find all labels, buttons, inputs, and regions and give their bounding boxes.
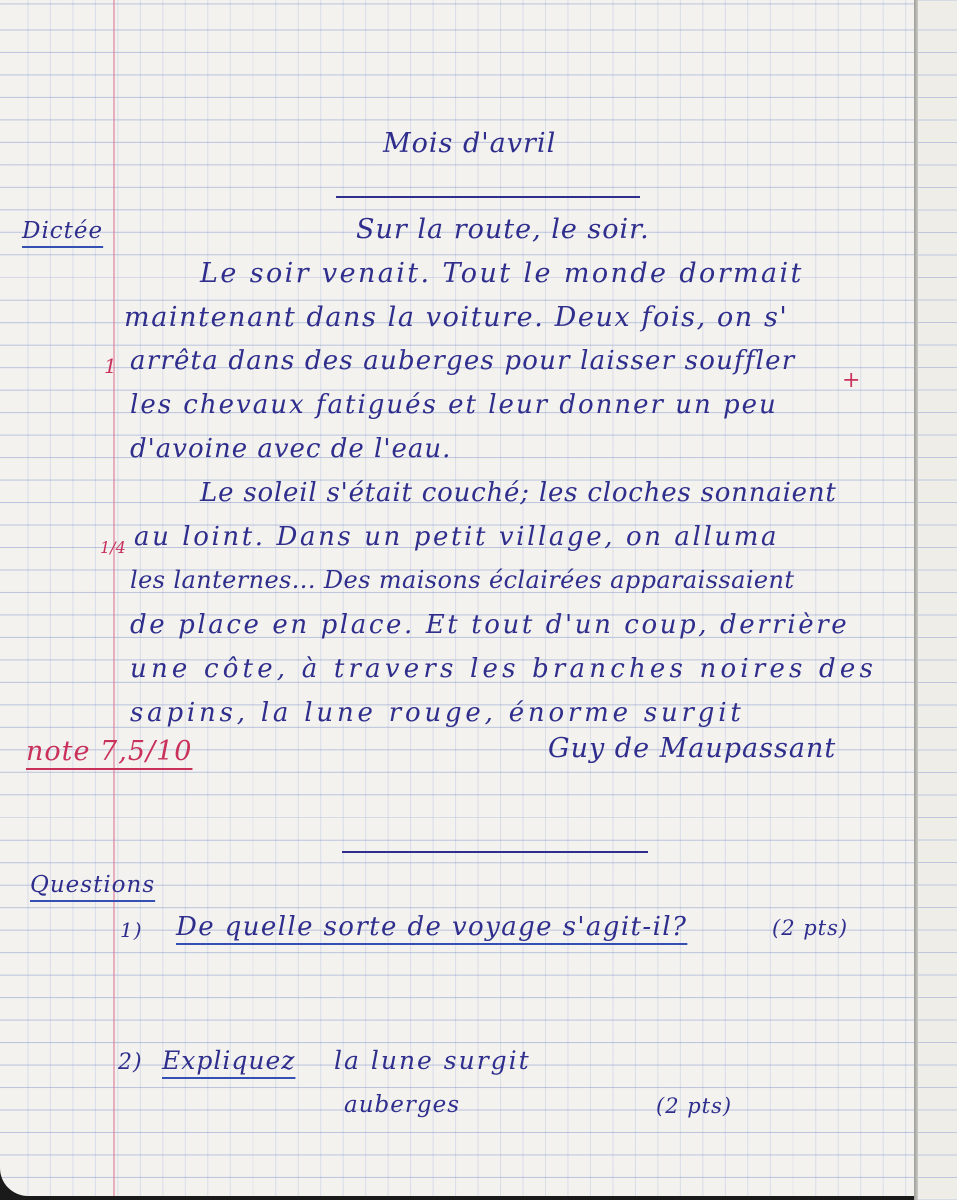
question-text: De quelle sorte de voyage s'agit-il?: [176, 912, 688, 942]
dictation-line: d'avoine avec de l'eau.: [130, 434, 452, 464]
margin-mark: 1/4: [100, 538, 126, 557]
correction-mark: +: [842, 368, 862, 393]
question-term: auberges: [344, 1092, 460, 1118]
page-title: Mois d'avril: [383, 128, 557, 159]
dictation-subtitle: Sur la route, le soir.: [356, 214, 650, 245]
question-term: la lune surgit: [334, 1046, 531, 1075]
dictation-line: les chevaux fatigués et leur donner un peu: [130, 390, 778, 420]
question-points: (2 pts): [656, 1094, 733, 1118]
dictation-line: les lanternes... Des maisons éclairées apparaissaient: [130, 566, 795, 594]
grade: note 7,5/10: [26, 736, 193, 767]
dictation-line: arrêta dans des auberges pour laisser souffler: [130, 346, 796, 376]
dictee-label: Dictée: [22, 218, 104, 244]
question-label: Expliquez: [162, 1046, 296, 1075]
margin-line: [113, 0, 115, 1196]
adjacent-page-edge: [918, 0, 957, 1200]
dictation-line: sapins, la lune rouge, énorme surgit: [130, 698, 745, 728]
dictation-line: de place en place. Et tout d'un coup, derrière: [130, 610, 850, 640]
dictation-line: maintenant dans la voiture. Deux fois, on s': [124, 302, 789, 333]
dictation-line: une côte, à travers les branches noires des: [130, 654, 878, 684]
author: Guy de Maupassant: [548, 733, 837, 764]
question-points: (2 pts): [772, 916, 849, 940]
question-number: 1): [120, 918, 143, 942]
question-number: 2): [118, 1050, 143, 1075]
dictation-line: Le soir venait. Tout le monde dormait: [200, 258, 804, 289]
dictation-line: Le soleil s'était couché; les cloches sonnaient: [200, 478, 837, 508]
questions-label: Questions: [30, 872, 156, 898]
section-divider: [342, 851, 648, 853]
title-divider: [336, 196, 640, 198]
margin-mark: 1: [104, 354, 118, 378]
dictation-line: au loint. Dans un petit village, on alluma: [134, 522, 780, 552]
